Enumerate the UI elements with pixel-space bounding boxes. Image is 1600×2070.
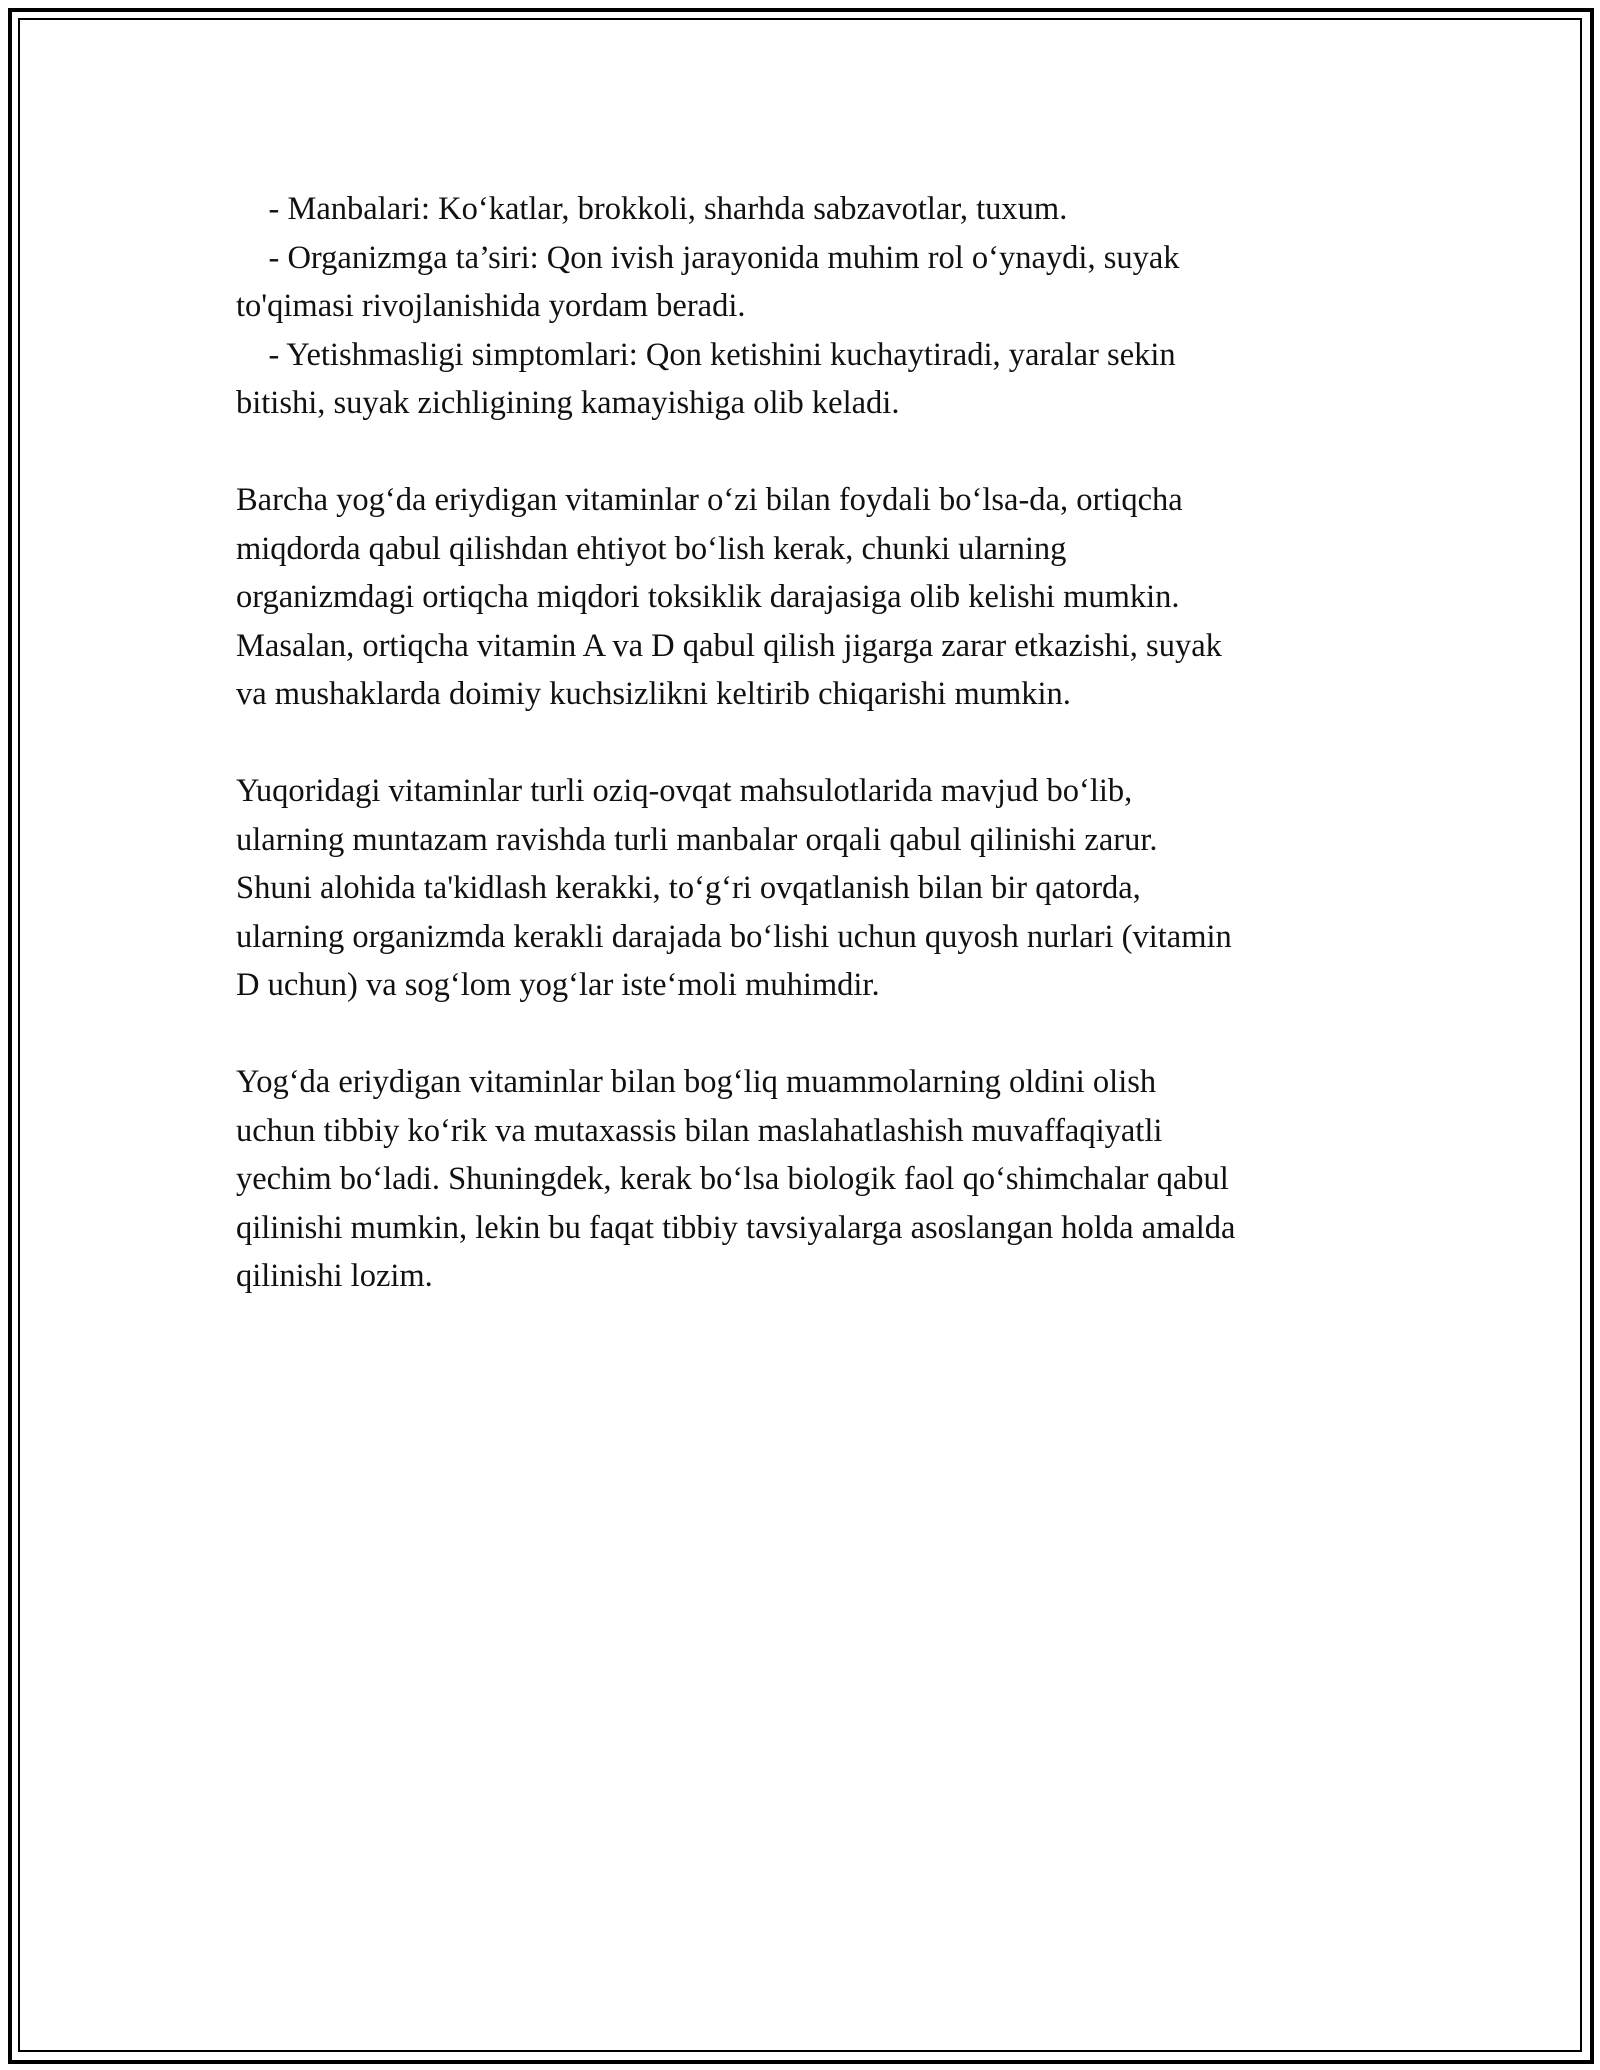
paragraph-gap [236, 428, 1366, 477]
list-item-sources: - Manbalari: Ko‘katlar, brokkoli, sharhda sabzavotlar, tuxum. [236, 191, 1068, 227]
list-item-effect-line-1: - Organizmga ta’siri: Qon ivish jarayonida muhim rol o‘ynaydi, suyak [236, 239, 1180, 276]
paragraph-line: yechim bo‘ladi. Shuningdek, kerak bo‘lsa biologik faol qo‘shimchalar qabul [236, 1161, 1229, 1197]
document-body [236, 185, 1366, 1301]
vitamin-k-list [236, 185, 1366, 428]
paragraph-line: Yog‘da eriydigan vitaminlar bilan bog‘liq muammolarning oldini olish [236, 1064, 1157, 1100]
paragraph-line: Shuni alohida ta'kidlash kerakki, to‘g‘ri ovqatlanish bilan bir qatorda, [236, 870, 1141, 906]
list-item-symptoms-line-2: bitishi, suyak zichligining kamayishiga olib keladi. [236, 385, 900, 421]
paragraph-line: Barcha yog‘da eriydigan vitaminlar o‘zi bilan foydali bo‘lsa-da, ortiqcha [236, 482, 1183, 518]
paragraph-line: miqdorda qabul qilishdan ehtiyot bo‘lish kerak, chunki ularning [236, 530, 1067, 567]
paragraph-food-sources [236, 767, 1366, 1010]
paragraph-line: Masalan, ortiqcha vitamin A va D qabul qilish jigarga zarar etkazishi, suyak [236, 627, 1222, 664]
paragraph-line: ularning muntazam ravishda turli manbalar orqali qabul qilinishi zarur. [236, 821, 1158, 858]
paragraph-gap [236, 719, 1366, 768]
paragraph-line: ularning organizmda kerakli darajada bo‘lishi uchun quyosh nurlari (vitamin [236, 918, 1232, 955]
paragraph-line: qilinishi mumkin, lekin bu faqat tibbiy tavsiyalarga asoslangan holda amalda [236, 1209, 1236, 1246]
paragraph-overdose-warning [236, 476, 1366, 719]
paragraph-line: uchun tibbiy ko‘rik va mutaxassis bilan maslahatlashish muvaffaqiyatli [236, 1112, 1163, 1149]
list-item-symptoms-line-1: - Yetishmasligi simptomlari: Qon ketishini kuchaytiradi, yaralar sekin [236, 336, 1176, 373]
paragraph-medical-advice [236, 1058, 1366, 1301]
list-item-effect-line-2: to'qimasi rivojlanishida yordam beradi. [236, 288, 746, 324]
paragraph-gap [236, 1010, 1366, 1059]
paragraph-line: organizmdagi ortiqcha miqdori toksiklik darajasiga olib kelishi mumkin. [236, 579, 1180, 615]
paragraph-line: qilinishi lozim. [236, 1258, 433, 1294]
paragraph-line: D uchun) va sog‘lom yog‘lar iste‘moli muhimdir. [236, 967, 880, 1003]
paragraph-line: va mushaklarda doimiy kuchsizlikni keltirib chiqarishi mumkin. [236, 676, 1071, 712]
paragraph-line: Yuqoridagi vitaminlar turli oziq-ovqat mahsulotlarida mavjud bo‘lib, [236, 773, 1133, 809]
